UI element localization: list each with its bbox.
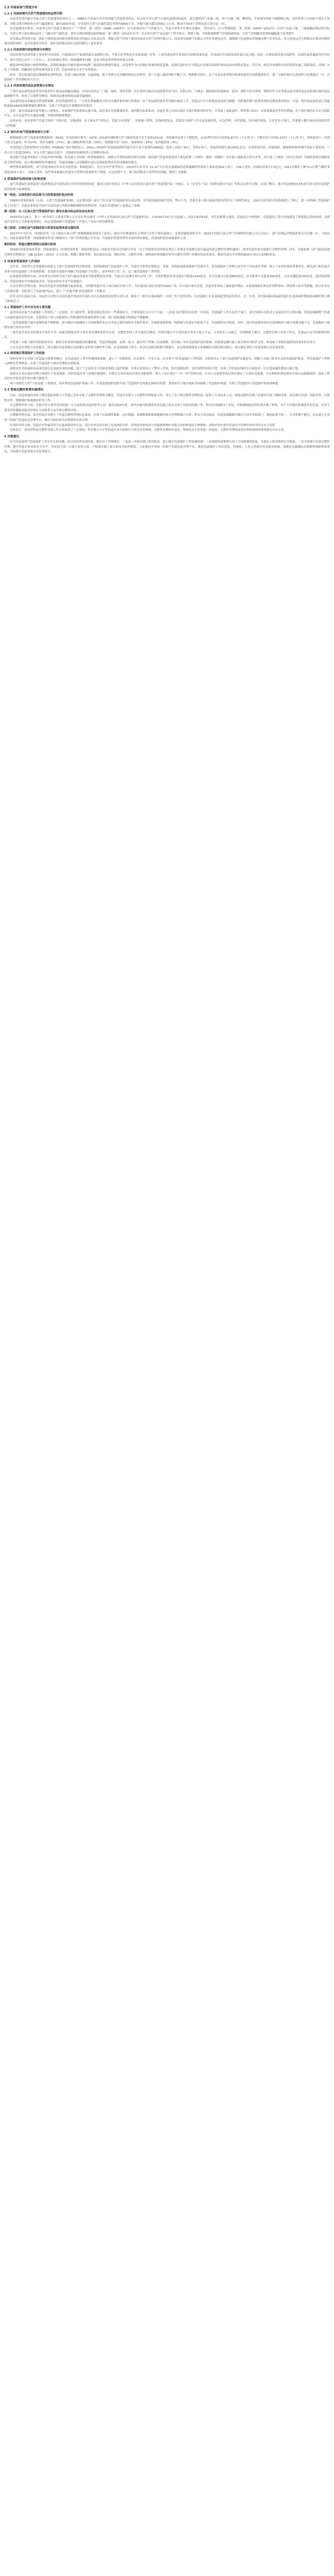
paragraph: 针对河南省油气管道保护工作中存在的问题，结合国内外先进经验，提出以下对策建议：一是进一步厘清部门监管职责，建立健全管道保护工作协调机制；二是加强管道规划与国土空间规划的衔接，从源头上防范新的安全隐患；三是全面推行管道完整性管理，提升管道企业本质安全水平；四是加大第三方施工监管力度，严格落实施工报告和安全防护制度；五是建设全省统一的油气管道信息管理平台，推进管道保护工作信息化、智能化；六是完善政企应急联动机制，加强应急救援队伍和物资保障体系建设，全面提升管道事故应急处置能力。 bbox=[4, 440, 330, 454]
subsection-heading: 第一阶段：以国务院行政法规为主的管道保护起步阶段 bbox=[4, 194, 74, 197]
document-body bbox=[0, 0, 334, 463]
paragraph: 2016年国家发展改革委、国家能源局、国务院国资委、国家质检总局、国家安全监管总局联合印发《关于贯彻落实国务院安委会工作要求全面推行油气输送管道完整性管理的通知》，要求管道企业全面推行完整性管理。同年，国家标准《油气输送管道完整性管理规范》（GB 32167—2015）正式实施，明确了数据采集、高后果区识别、风险评价、完整性评价、维修维护和效能评价等完整性管理六步循环的技术要求，推动管道安全管理由被动应对向主动预防转变。 bbox=[4, 248, 330, 257]
paragraph: 在高后果区管理方面，省内各管道企业按照相关标准要求，对所辖管道开展了高后果区识别工作，共识别高后果区管段约1500千米。针对高后果区管段，管道企业采取了加密巡护频次、安装视频监控和光纤预警系统、增设警示标识等措施，部分企业还与沿线乡镇、村组签订了管道保护协议，建立了“企地共建”的管道保护工作模式。 bbox=[4, 285, 330, 294]
section-heading: 1.2 河南省油气管道分布 bbox=[4, 6, 38, 9]
section-heading: 1.3 国内外油气管道事故统计分析 bbox=[4, 131, 49, 134]
paragraph: 虽然河南省油气管道保护工作取得了一定成效，但与新形势、新要求相比仍存在一些薄弱环节，主要表现在以下几个方面。一是部门监管职责有待进一步厘清。管道保护工作涉及多个部门，部分领域存在职责交叉或监管空白的问题，特别是城镇燃气管道与长输管道的监管边界、管道建设工程与其他建设工程相遇时的协调处理等方面，部门间协调配合机制还不够顺畅。 bbox=[4, 311, 330, 320]
paragraph: 根据欧洲天然气管道事故数据组织（EGIG）发布的统计报告，1970—2019年间欧洲天然气输送管道共发生事故1411起，事故频率总体呈下降趋势，由20世纪70年代初的0.87次/（千公里·年）下降至近五年的0.13次/（千公里·年）。事故原因中，外部干扰占比最高，约为27%，其次为腐蚀（27%）、施工缺陷/材料失效（16%）、热插接失误（5%）、地面移动（16%）及其他原因（9%）。 bbox=[4, 136, 330, 145]
paragraph: 在风险评价方面，管道企业普遍采用半定量风险评价方法，部分企业尝试开展了定量风险评价。但风险评价结果与管道维修维护决策之间的衔接还不够紧密，风险评价在指导管道安全管理中的作用尚未充分发挥。 bbox=[10, 423, 278, 427]
subsection-heading: 3.2 典型地区管道保护工作经验 bbox=[4, 352, 45, 355]
paragraph: 二是管道规划与城乡规划衔接不够紧密。部分地区在编制国土空间规划时未充分考虑已建管道的安全保护要求，导致新建建筑物、构筑物与管道安全距离不足，形成新的安全隐患。同时，部分管道建设项目在选线阶段与地方规划沟通不足，管道路由与城镇发展空间存在冲突。 bbox=[4, 321, 330, 330]
paragraph: 四是第三方施工破坏风险依然突出。随着全省基础设施建设快速推进，管道沿线道路、水利、电力、通信等工程施工活动频繁，部分施工单位管道保护意识淡薄，未按规定履行施工报告和安全防护义务，野蛮施工导致管道损伤的事件时有发生。 bbox=[10, 341, 319, 344]
subsection-heading: 第二阶段：以《石油天然气管道保护法》颁布实施为标志的法治化阶段 bbox=[4, 210, 94, 214]
paragraph: 总体而言，河南省管道完整性管理工作已经取得了一定进展，但在地方中小型管道企业中的推行力度还有待加强，完整性管理的信息化、智能化水平还需进一步提高，完整性管理的成效评价和持续改进机制还有待完善。 bbox=[10, 429, 287, 432]
paragraph: 从管道建设历程看，河南省天然气管道大致经历了三个阶段：第一阶段（1986—2003年）以中原油田自产气外输为主，管道主要集中在豫东北地区，管径较小、压力等级较低；第二阶段（2004—2012年）以西气东输一线、二线和榆济线过境为标志，全省天然气供应格局由单一气源向多气源转变，省内支线管网建设加快推进；第三阶段（2013年至今）以全省天然气“县县通”工程为重点，省级干线、支线和城镇燃气管网协调发展，天然气管网覆盖范围和输配能力显著提升。 bbox=[4, 27, 330, 36]
paragraph: 兰郑长成品油管道是贯穿河南省的主要成品油输送通道，自西向东经过三门峡、洛阳、郑州等地，并在郑州分输后向南延伸至驻马店、信阳方向，与湖北、湖南境内管道相连。此外，洛阳石化至郑州、洛阳至驻马店等成品油支线管道也承担着区域内成品油调配任务，形成了以郑州为枢纽、辐射周边地市的成品油管输网络。 bbox=[4, 90, 330, 98]
paragraph: 周口市依托天然气“县县通”工程建设，同步推进管道保护基础工作，在管道建设阶段即开展了管道保护范围划定和标识设置，建设单位与地方政府共同编制了管道保护规划，实现了管道建设与管道保护的统筹推进。 bbox=[10, 382, 281, 385]
paragraph: 近年来，河南省认真贯彻落实国家关于油气管道保护的决策部署，持续加强油气管道保护工作，管道安全形势总体稳定。省委、省政府高度重视油气管道安全，将管道保护工作纳入安全生产目标责任考核，建立了由省发展改革委牵头、相关部门和管道企业参与的管道保护工作协调机制，各省辖市也相应明确了管道保护主管部门，初步形成了省、市、县三级管道保护工作体系。 bbox=[4, 265, 330, 274]
paragraph: 美国管道与危险材料安全管理局（PHMSA）统计数据显示，2001—2020年美国危险液体管道共发生重大事故约2600起，造成人员死亡39人、受伤170人，直接经济损失超过60亿美元。从事故原因看，设备故障、腐蚀和材料/焊缝失效是主要原因，三者合计占比超过60%；而在天然气输送管道中，开挖破坏和腐蚀所占比例相对较高。 bbox=[4, 146, 330, 155]
paragraph: 南阳市在高后果区管理方面进行了有益探索，组织管道企业与沿线乡镇政府、村委会共同开展高后果区风险排查，建立了高后果区“一区一档”管理台账，针对人员密集型高后果区制定了专项应急预案，并定期组织周边群众开展应急疏散演练，提高了群众的安全防范意识和自救互救能力。 bbox=[4, 372, 330, 381]
subsection-heading: 第四阶段：管道完整性管理全面推行阶段 bbox=[4, 243, 56, 246]
paragraph: 洛阳市针对原油和成品油管道打孔盗油多发的问题，建立了公安机关与管道企业联合巡护机制，在重点管段设立了警务工作站，依托视频监控、光纤预警等技防手段，实现了对管道沿线的全天候监控，打孔盗油案件数量大幅下降。 bbox=[10, 367, 301, 370]
paragraph: 2010年6月25日，第十一届全国人大常委会第十五次会议审议通过《中华人民共和国石油天然气管道保护法》，自2010年10月1日起施行。该法共6章61条，对管道规划与建设、管道运行中的保护、管道建设工程与其他建设工程相遇关系的处理、法律责任等作出了全面系统的规定，标志着我国油气管道保护工作进入了有法可依的新阶段。 bbox=[4, 215, 330, 224]
paragraph: 同时，部分成品油管道穿越人口密集区、水源保护区和重要交通干线，高后果区管段数量较多。按照相关标准要求，管道企业已对高后果区开展识别和风险评价，并采取了加密巡护、增设警示标识、安装视频监控等管控措施，但个别区域仍存在安全间距不足、占压管道等历史遗留问题，需要持续推进整治。 bbox=[4, 109, 330, 118]
paragraph: 在完整性评价方面，管道企业主要采用内检测、压力试验和直接评价等方法。截至2020年底，省内具备内检测条件的管道已基本完成了首轮内检测工作，检出各类缺陷3万余处，并根据缺陷评价结果实施了修复。对于不具备内检测条件的管道，企业主要采用外腐蚀直接评价和压力试验等方法开展完整性评价。 bbox=[4, 404, 330, 412]
paragraph: 典型事故案例表明，油气管道事故往往具有突发性强、影响范围大、次生灾害严重等特点。2013年山东青岛“11·22”中石化东黄输油管道泄漏爆炸特别重大事故造成62人死亡、136人受伤，直接经济损失7.5亿元；2021年湖北十堰“6·13”燃气爆炸事故造成25人死亡、138人受伤。这些事故暴露出管道安全管理中隐患排查不彻底、应急处置不当、部门监管职责不清等突出问题，教训十分深刻。 bbox=[4, 166, 330, 174]
paragraph: 我国油气管道事故统计工作起步相对较晚，尚未建立全国统一的事故数据库。根据公开资料及相关研究成果，我国油气管道事故原因主要包括第三方破坏、腐蚀、误操作、设计施工缺陷及自然灾害等，其中第三方破坏（含打孔盗油）导致的事故比例明显高于欧美国家，这与我国城镇化快速推进、管道沿线施工活动频繁以及打孔盗油犯罪高发等因素密切相关。 bbox=[4, 156, 330, 164]
paragraph: 河南省境内原油管道主要承担中原油田、河南油田自产原油外输以及洛阳石化、中原石化等炼化企业原油进厂任务。主要管道包括中原油田至洛阳原油管道、河南油田至南阳原油管道以及日照—仪征—长岭原油管道河南段等。原油管道普遍建设年代较早，部分管段已运行三十年以上，存在防腐层老化、腐蚀减薄等问题，是安全隐患排查整治的重点对象。 bbox=[4, 54, 330, 62]
paragraph: 在数据管理方面，部分管道企业建立了管道完整性管理信息系统，实现了管道属性数据、运行数据、检测数据和维修数据的集中管理和统计分析。但从全省层面看，管道基础数据分散在不同企业和部门，数据标准不统一、共享机制不健全，尚未建立全省统一的油气管道信息管理平台，难以为政府监管决策提供有效支撑。 bbox=[4, 414, 330, 422]
paragraph: 随着国内原油进口量持续增加，沿海原油通过长输管道向内陆炼厂输送的比例逐年提高。河南省作为中原地区重要的炼化基地，原油管道的安全平稳运行直接关系到区域成品油市场供应稳定。近年来，相关企业陆续对老旧管段实施了更新改造，并推广应用了内检测、阴极保护远程监测等技术手段，管道本质安全水平有所提高。 bbox=[4, 63, 330, 72]
paragraph: 在管道运营管理方面，国家干线管道由国家管网集团及其所属公司负责运营，省级天然气管网主要由河南省天然气管网有限公司、河南省发展燃气有限公司等企业建设运营，城镇燃气管道则由各地城市燃气企业负责。多元化的运营主体格局在推动管网快速发展的同时，也对管道安全监管、保护范围划定和应急协同提出了更高要求。 bbox=[4, 37, 330, 46]
subsection-heading: 第三阶段：以深化油气体制改革为背景的监管体系完善阶段 bbox=[4, 226, 79, 230]
paragraph: 郑州市作为全省油气管道最为密集的地区，在管道保护工作中积极探索创新，建立了“市级统筹、区县落实、企业主责、社会参与”的管道保护工作机制。市政府出台了油气管道保护实施意见，明确了各部门和各区县的管道保护职责，将管道保护工作纳入网格化管理体系，实现了管道巡护与城市管理的有效衔接。 bbox=[4, 357, 330, 366]
subsection-heading: 1.2.2 河南省境内原油管道分布情况 bbox=[4, 48, 51, 52]
section-heading: 4 对策建议 bbox=[4, 435, 20, 438]
subsection-heading: 1.2.3 河南省境内成品油管道分布情况 bbox=[4, 84, 54, 88]
paragraph: 三是管道企业安全管理水平参差不齐。国家管网集团等大型企业管理体系较为完善，完整性管理工作开展较为规范，但部分地方中小型管道企业安全投入不足、专业技术人员缺乏、管理制度不健全，完整性管理工作流于形式，管道运行安全风险相对较高。 bbox=[4, 331, 330, 340]
subsection-heading: 1.2.1 河南省境内天然气管道建设和运营历程 bbox=[4, 12, 62, 15]
paragraph: 五是应急处置能力有待提升。部分地区管道事故应急预案针对性和可操作性不强，应急演练流于形式，政企应急联动机制不够健全，应急物资储备和专业救援队伍建设相对滞后，难以满足重特大管道事故应急处置需要。 bbox=[10, 346, 287, 349]
paragraph: 油气管道保护法律法规与标准体系是开展管道安全监管的重要依据。我国已初步形成以《中华人民共和国石油天然气管道保护法》为核心，以《安全生产法》《特种设备安全法》等相关法律为支撑，以部门规章、地方性法规和技术标准为补充的管道保护法律法规与标准体系。 bbox=[4, 183, 330, 191]
paragraph: 目前，河南省境内国家干线管道和省级主干管道已基本实现了完整性管理的全覆盖。管道企业建立了完整性管理体系文件，设立了专门的完整性管理机构，配备了专业技术人员，按照完整性管理六步循环开展了数据采集、高后果区识别、风险评价、完整性评价、维修维护和效能评价等工作。 bbox=[4, 394, 330, 402]
section-heading: 3 河南省管道保护工作现状 bbox=[4, 260, 40, 263]
paragraph: 1989年国务院颁布《石油、天然气管道保护条例》，这是我国第一部专门针对油气管道保护的行政法规，对管道设施的保护范围、禁止行为、管道企业与地方政府的职责等作出了原则性规定。2001年国务院对该条例进行了修订，进一步明确了管道保护的主管部门、管道企业的安全责任以及管道与其他设施相遇时的处理原则，为此后管道保护立法奠定了基础。 bbox=[4, 199, 330, 208]
subsection-heading: 3.1 管道保护工作中存在的主要问题 bbox=[4, 306, 51, 309]
paragraph: 河南省是国内最早开始天然气管道建设的省份之一，1986年中原油田至开封的输气管道建成投运，标志着全省天然气长输管道建设的起步。此后随着西气东输一线、西气东输二线、榆济线、平泰线等国家干线相继过境，省内形成了以国家干线为主骨架、省级支线为网络的天然气输送格局。截至2020年底，全省境内天然气长输管道总里程约9000千米，年输气能力超过300亿立方米，覆盖全省18个省辖市及大部分县（市）。 bbox=[4, 18, 330, 26]
paragraph: 2017年中共中央、国务院印发《关于深化石油天然气体制机制改革的若干意见》，提出分步推进国有大型油气企业干线管道独立，实现管输和销售分开。2019年国家石油天然气管网集团有限公司正式成立，油气管网运营机制改革迈出关键一步。与此同时，国家发展改革委、国家能源局等部门相继出台了油气管网设施公平开放、管道保护监督管理等方面的规章制度，管道保护监管体系逐步完善。 bbox=[4, 232, 330, 241]
section-heading: 3.3 管道完整性管理实施情况 bbox=[4, 388, 44, 392]
paragraph: 成品油管道具有输送介质易燃易爆、挥发性强的特点，一旦发生泄漏极易引发火灾爆炸和环境污染事故。由于成品油管道多采用顺序输送工艺，管道运行压力和流量变化较为频繁，对泄漏监测与报警系统的灵敏度要求较高。目前，省内成品油管道已普遍配备SCADA系统和泄漏监测系统，实现了对管道运行参数的实时监控。 bbox=[4, 99, 330, 108]
paragraph: 在隐患排查整治方面，河南省先后组织开展了油气输送管道安全隐患整治攻坚战、管道占压清理专项行动等工作，共排查整治各类管道安全隐患1200余处，其中管道占压隐患800余处、安全距离不足隐患300余处、交叉穿越隐患100余处。通过隐患整治，管道沿线安全环境明显改善，管道本质安全水平显著提升。 bbox=[4, 275, 330, 283]
section-heading: 2 管道保护法律法规与标准体系 bbox=[4, 177, 46, 181]
paragraph: 此外，部分原油管道沿线城镇化进程较快，管道与城市规划、交通设施、地下管网交叉穿越的情况日益增多，第三方施工破坏风险不断上升。根据相关统计，近十年来河南省境内原油管道发生的泄漏事件中，第三方破坏和打孔盗油所占比例超过一半，管道保护工作仍面临较大压力。 bbox=[4, 73, 330, 82]
paragraph: 在打击打孔盗油方面，河南省公安机关会同管道企业持续开展打击打孔盗油违法犯罪专项行动，破获了一批打孔盗油案件，打掉了多个犯罪团伙，有效遏制了打孔盗油犯罪的高发势头。近三年来，省内原油和成品油管道打孔盗油案件数量较高峰时期下降了80%以上。 bbox=[4, 295, 330, 303]
paragraph: 总体来看，河南省油气管道呈现出“干线过境、支线成网、多主体运营”的特点，管道分布范围广、穿跨越工程多、沿线环境复杂，管道安全保护工作涉及发展改革、应急管理、自然资源、住房城乡建设、公安等多个部门，需要建立健全协同高效的监管工作机制。 bbox=[4, 120, 330, 128]
